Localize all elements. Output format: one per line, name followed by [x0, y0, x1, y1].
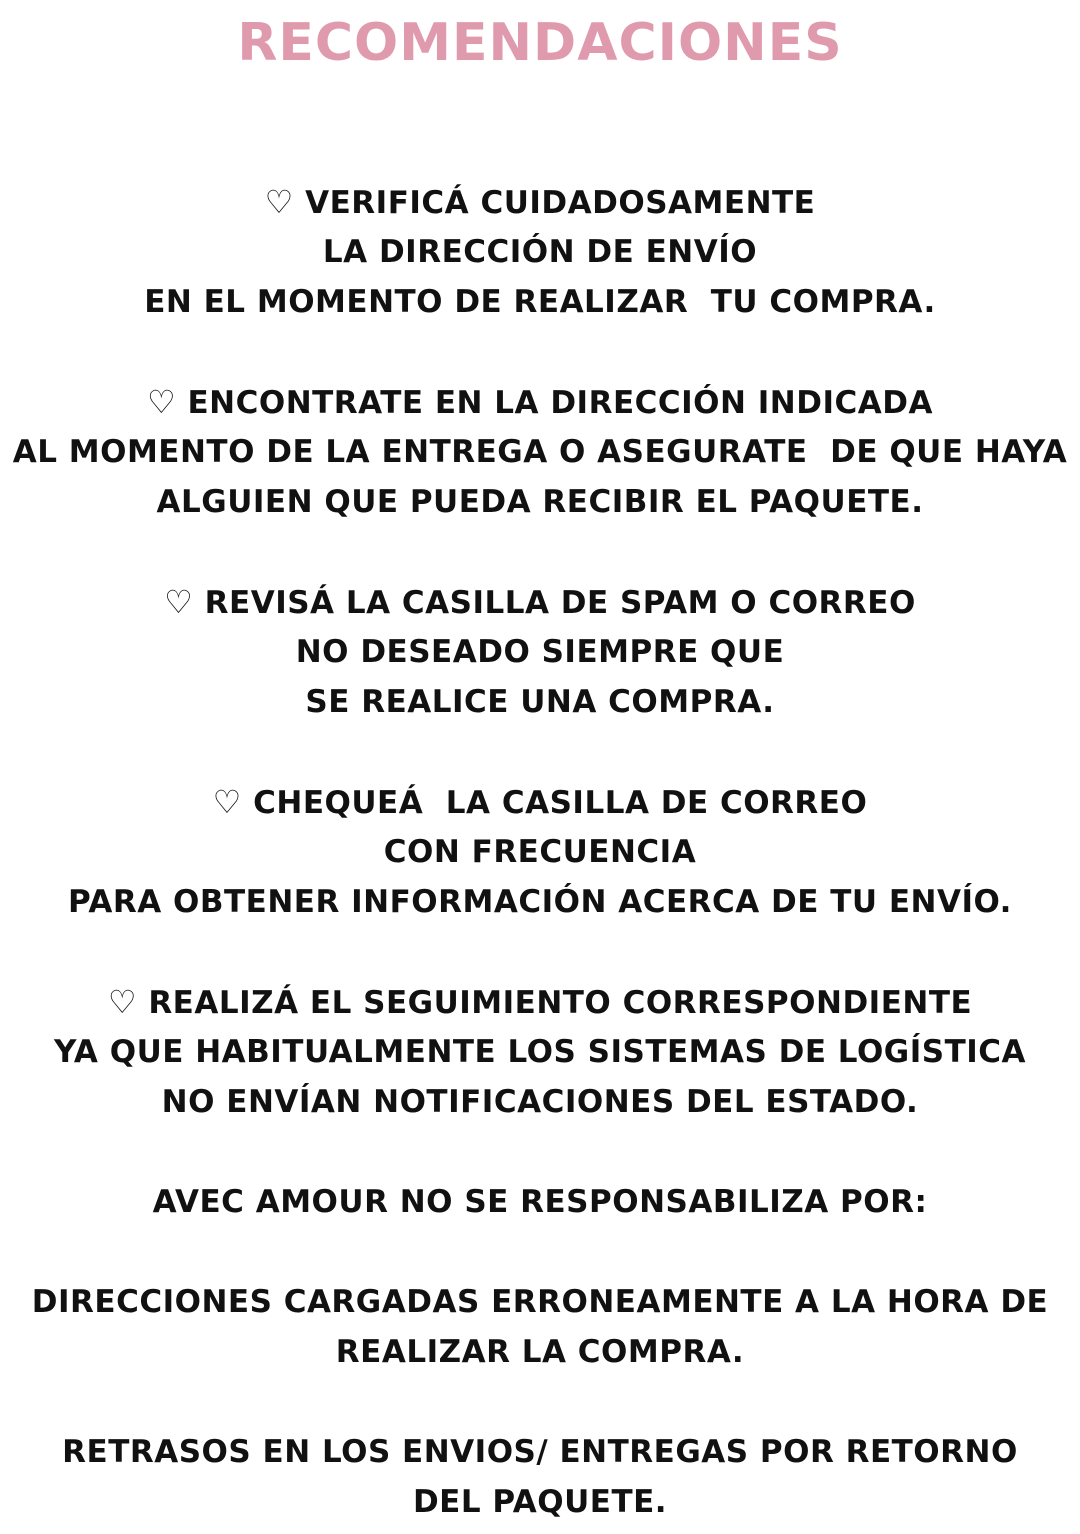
recommendation-text: CHEQUEÁ LA CASILLA DE CORREO	[253, 785, 868, 821]
heart-icon: ♡	[264, 183, 294, 221]
heart-icon: ♡	[212, 783, 242, 821]
disclaimer-item-1-line-1: DIRECCIONES CARGADAS ERRONEAMENTE A LA HORA DE	[31, 1284, 1049, 1320]
recommendation-text: VERIFICÁ CUIDADOSAMENTE	[305, 185, 816, 221]
recommendation-5-line-2: YA QUE HABITUALMENTE LOS SISTEMAS DE LOGÍSTICA	[53, 1034, 1027, 1070]
recommendation-2-line-1	[0, 377, 1080, 428]
recommendation-1-line-2: LA DIRECCIÓN DE ENVÍO	[322, 234, 758, 270]
disclaimer-heading: AVEC AMOUR NO SE RESPONSABILIZA POR:	[152, 1184, 928, 1220]
recommendation-4-line-1	[0, 777, 1080, 828]
recommendation-text: REALIZÁ EL SEGUIMIENTO CORRESPONDIENTE	[148, 985, 973, 1021]
disclaimer-item-2-line-1: RETRASOS EN LOS ENVIOS/ ENTREGAS POR RETORNO	[62, 1434, 1018, 1470]
heart-icon: ♡	[164, 583, 194, 621]
recommendation-3-line-3: SE REALICE UNA COMPRA.	[305, 684, 775, 720]
recommendation-3-line-1	[0, 577, 1080, 628]
page-title: RECOMENDACIONES	[237, 13, 843, 73]
recommendation-4-line-3: PARA OBTENER INFORMACIÓN ACERCA DE TU ENVÍO.	[68, 884, 1012, 920]
recommendation-2-line-3: ALGUIEN QUE PUEDA RECIBIR EL PAQUETE.	[156, 484, 924, 520]
heart-icon: ♡	[107, 983, 138, 1021]
disclaimer-item-1-line-2: REALIZAR LA COMPRA.	[335, 1334, 745, 1370]
recommendation-3-line-2: NO DESEADO SIEMPRE QUE	[295, 634, 785, 670]
disclaimer-item-2-line-2: DEL PAQUETE.	[412, 1484, 668, 1520]
recommendation-5-line-1	[0, 977, 1080, 1028]
recommendation-text: REVISÁ LA CASILLA DE SPAM O CORREO	[204, 585, 916, 621]
recommendation-text: ENCONTRATE EN LA DIRECCIÓN INDICADA	[187, 385, 933, 421]
recommendation-1-line-1	[0, 177, 1080, 228]
recommendation-4-line-2: CON FRECUENCIA	[383, 834, 697, 870]
recommendation-2-line-2: AL MOMENTO DE LA ENTREGA O ASEGURATE DE QUE HAYA	[12, 434, 1068, 470]
recommendation-1-line-3: EN EL MOMENTO DE REALIZAR TU COMPRA.	[144, 284, 936, 320]
heart-icon: ♡	[147, 383, 177, 421]
recommendation-5-line-3: NO ENVÍAN NOTIFICACIONES DEL ESTADO.	[161, 1084, 919, 1120]
